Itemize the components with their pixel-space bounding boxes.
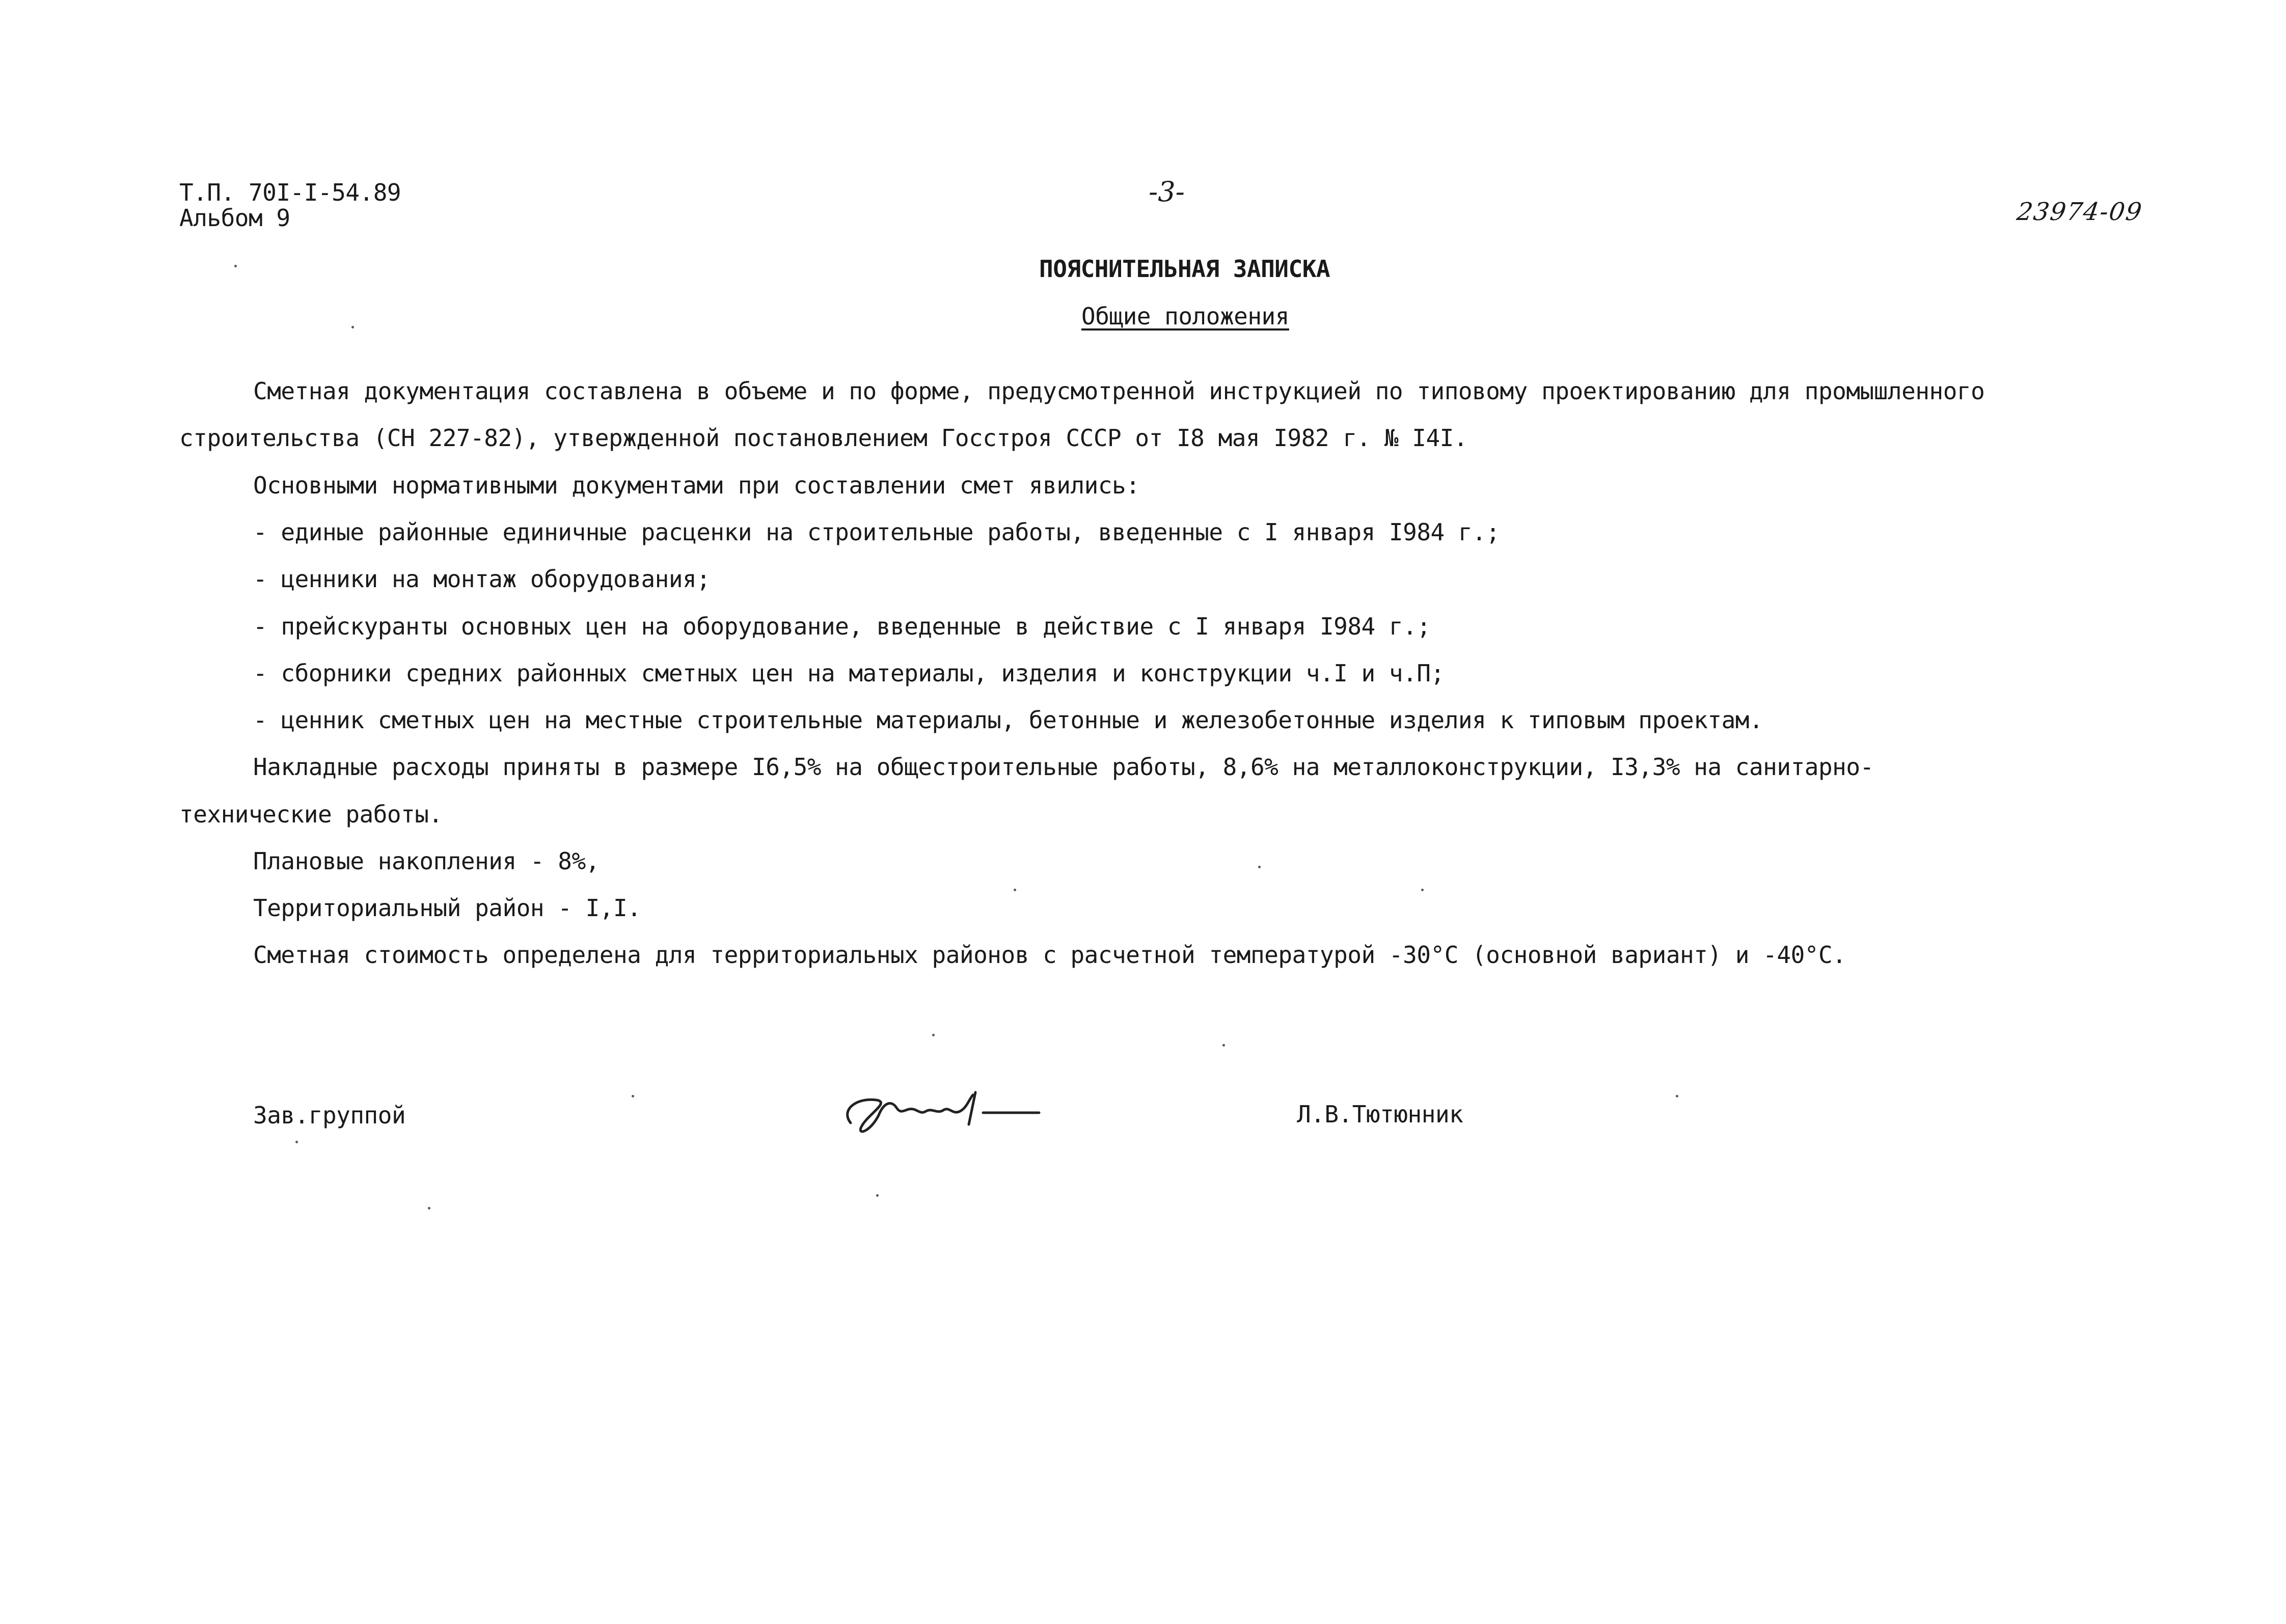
handwritten-signature (835, 1080, 1049, 1141)
signatory-role: Зав.группой (253, 1102, 406, 1129)
signatory-name: Л.В.Тютюнник (1297, 1100, 1463, 1128)
paragraph-territorial-district: Территориальный район - I,I. (253, 894, 641, 922)
scan-speck (428, 1207, 430, 1209)
paragraph-planned-savings: Плановые накопления - 8%, (253, 847, 600, 875)
scan-speck (932, 1034, 935, 1036)
paragraph-intro-line-1: Сметная документация составлена в объеме и по форме, предусмотренной инструкцией по типовому проектированию для промышленного (253, 377, 1985, 405)
list-item: - ценники на монтаж оборудования; (253, 565, 711, 593)
page-number: -3- (1149, 176, 1185, 208)
scan-speck (1421, 889, 1424, 891)
paragraph-documents: Основными нормативными документами при составлении смет явились: (253, 472, 1140, 499)
document-title: ПОЯСНИТЕЛЬНАЯ ЗАПИСКА (1039, 255, 1330, 283)
paragraph-estimated-cost: Сметная стоимость определена для территориальных районов с расчетной температурой -30°С (основной вариант) и -40°С. (253, 941, 1846, 969)
list-item: - прейскуранты основных цен на оборудование, введенные в действие с I января I984 г.; (253, 613, 1431, 640)
scan-speck (351, 326, 354, 328)
paragraph-overhead-line-2: технические работы. (179, 801, 443, 828)
scan-speck (234, 265, 237, 267)
list-item: - ценник сметных цен на местные строительные материалы, бетонные и железобетонные изделия к типовым проектам. (253, 706, 1763, 734)
album-label: Альбом 9 (179, 204, 290, 232)
archive-stamp: 23974-09 (2015, 198, 2144, 226)
project-code: Т.П. 70I-I-54.89 (179, 179, 401, 206)
scan-speck (1676, 1095, 1678, 1097)
scan-speck (876, 1194, 879, 1197)
scan-speck (1014, 889, 1016, 891)
scan-speck (1258, 866, 1261, 868)
list-item: - единые районные единичные расценки на строительные работы, введенные с I января I984 г.; (253, 518, 1500, 546)
paragraph-overhead-line-1: Накладные расходы приняты в размере I6,5% на общестроительные работы, 8,6% на металлоконструкции, I3,3% на санитарно- (253, 753, 1874, 781)
list-item: - сборники средних районных сметных цен на материалы, изделия и конструкции ч.I и ч.П; (253, 659, 1445, 687)
scan-speck (295, 1141, 298, 1143)
scan-speck (1222, 1044, 1225, 1047)
paragraph-intro-line-2: строительства (СН 227-82), утвержденной постановлением Госстроя СССР от I8 мая I982 г. № I4I. (179, 424, 1468, 452)
section-subtitle: Общие положения (1081, 302, 1289, 330)
scan-speck (632, 1095, 634, 1097)
